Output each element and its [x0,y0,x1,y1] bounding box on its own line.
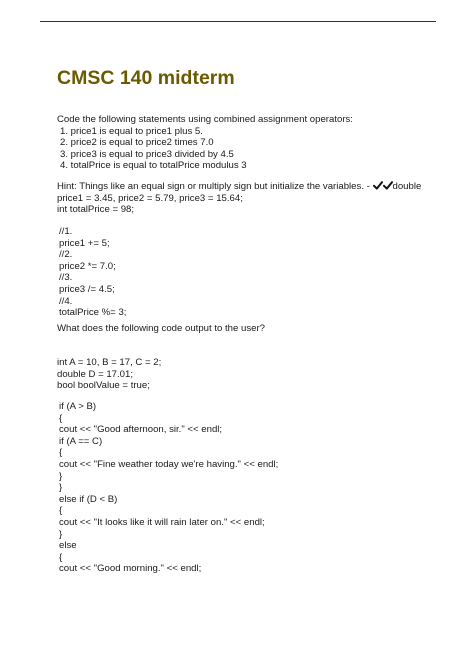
code-line: int A = 10, B = 17, C = 2; [57,357,162,368]
question-text: What does the following code output to the user? [57,323,265,334]
code-line: { [59,551,63,563]
code-line: if (A == C) [59,435,103,447]
code-line: } [59,470,63,482]
check-icon [383,181,393,190]
code-line: if (A > B) [59,401,97,412]
list-item: 3. price3 is equal to price3 divided by 4.5 [60,148,234,160]
code-line: } [59,528,63,540]
page-title: CMSC 140 midterm [57,67,235,89]
instructions [57,114,353,172]
declaration-line: price1 = 3.45, price2 = 5.79, price3 = 15.64; [57,192,243,204]
code-line: price3 /= 4.5; [59,283,115,295]
code-line: } [59,482,63,494]
code-line: cout << "Good morning." << endl; [59,563,202,575]
declaration-line: int totalPrice = 98; [57,204,135,216]
code-line: //1. [59,226,73,237]
list-item: 4. totalPrice is equal to totalPrice modulus 3 [60,160,247,172]
code-line: { [59,447,63,459]
code-line: else if (D < B) [59,493,118,505]
code-line: //2. [59,249,73,261]
list-item: 1. price1 is equal to price1 plus 5. [60,125,203,137]
top-rule [40,21,436,22]
code-line: //3. [59,272,73,284]
hint-text: Hint: Things like an equal sign or multiply sign but initialize the variables. - [57,181,370,192]
code-line: price2 *= 7.0; [59,260,116,272]
code-line: bool boolValue = true; [57,380,150,392]
code-line: cout << "It looks like it will rain later on." << endl; [59,516,265,528]
intro-text: Code the following statements using combined assignment operators: [57,114,353,125]
list-item: 2. price2 is equal to price2 times 7.0 [60,137,214,149]
hint-line [57,181,421,193]
hint-after-text: double [392,181,422,192]
code-listing [59,401,278,575]
answer-code [59,226,126,319]
code-line: { [59,505,63,517]
code-line: cout << "Good afternoon, sir." << endl; [59,424,223,436]
code-line: price1 += 5; [59,237,110,249]
code-line: double D = 17.01; [57,368,134,380]
hint-block [57,181,421,216]
code-line: { [59,412,63,424]
code-line: //4. [59,295,73,307]
code-declarations [57,357,161,392]
code-line: else [59,540,77,552]
code-line: totalPrice %= 3; [59,307,127,319]
check-icon [373,181,383,190]
code-line: cout << "Fine weather today we're having." << endl; [59,458,279,470]
